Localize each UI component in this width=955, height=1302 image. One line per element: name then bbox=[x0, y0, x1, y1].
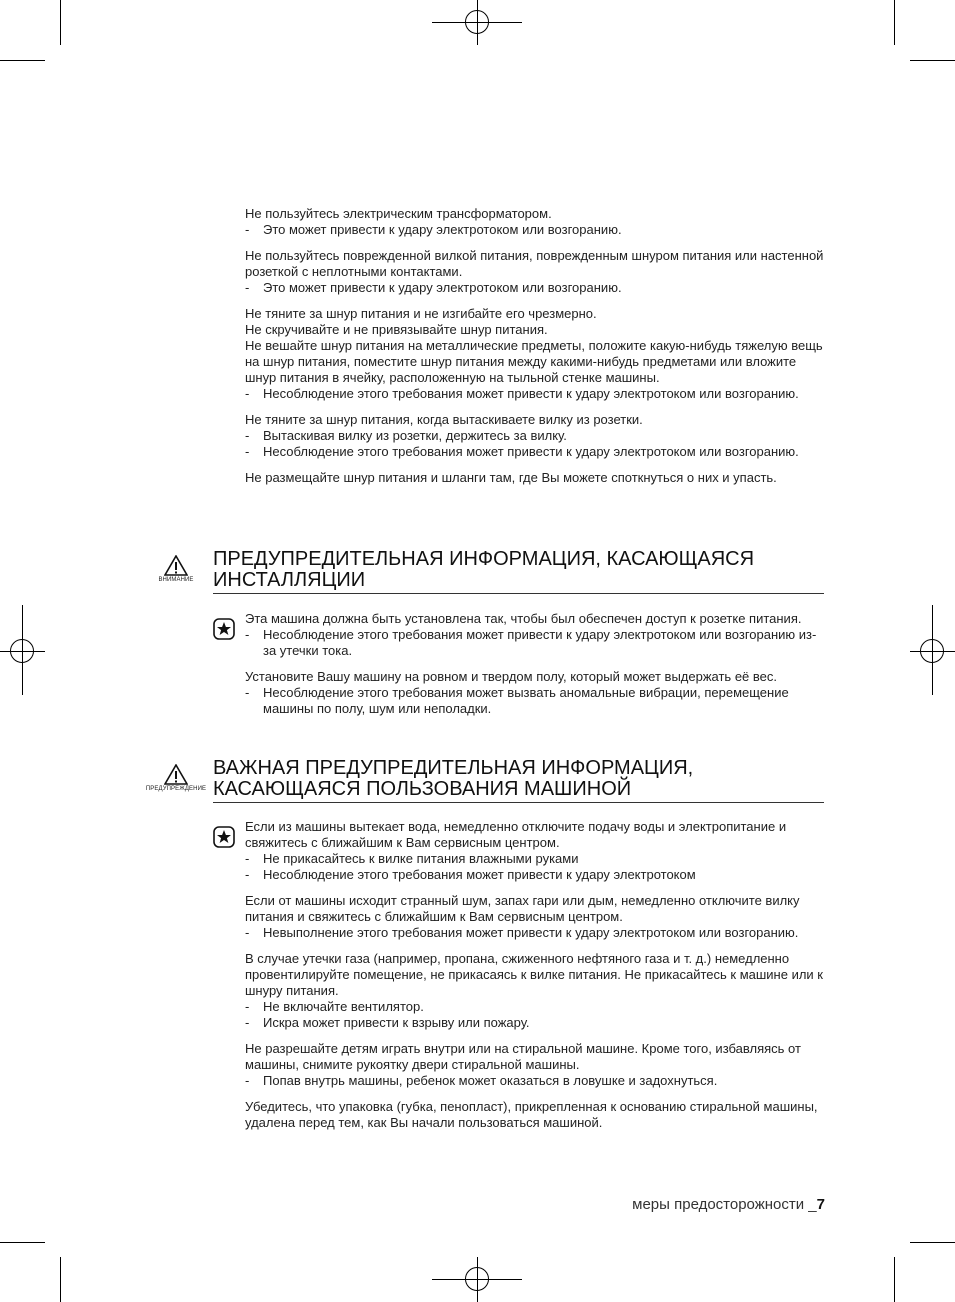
paragraph-block bbox=[245, 1099, 825, 1131]
paragraph-line: Не скручивайте и не привязывайте шнур питания. bbox=[245, 322, 548, 337]
page-footer bbox=[632, 1196, 825, 1213]
bullet-item: - Несоблюдение этого требования может привести к удару электротоком или возгоранию из-за утечки тока. bbox=[245, 627, 825, 659]
section-install-body bbox=[245, 611, 825, 727]
page-number: 7 bbox=[816, 1196, 825, 1213]
top-section bbox=[245, 206, 825, 496]
bullet-item: - Не включайте вентилятор. bbox=[245, 999, 825, 1015]
bullet-item: - Несоблюдение этого требования может вызвать аномальные вибрации, перемещение машины по полу, шум или неполадки. bbox=[245, 685, 825, 717]
paragraph-line: Не размещайте шнур питания и шланги там, где Вы можете споткнуться о них и упасть. bbox=[245, 470, 777, 485]
section-usage-body bbox=[245, 819, 825, 1141]
bullet-item: - Искра может привести к взрыву или пожару. bbox=[245, 1015, 825, 1031]
bullet-item: - Это может привести к удару электротоком или возгоранию. bbox=[245, 280, 825, 296]
paragraph-line: Если из машины вытекает вода, немедленно отключите подачу воды и электропитание и свяжитесь с ближайшим к Вам сервисным центром. bbox=[245, 819, 787, 850]
bullet-item: - Невыполнение этого требования может привести к удару электротоком или возгоранию. bbox=[245, 925, 825, 941]
warning-badge bbox=[140, 555, 212, 583]
paragraph-block bbox=[245, 819, 825, 883]
paragraph-line: Не тяните за шнур питания и не изгибайте его чрезмерно. bbox=[245, 306, 597, 321]
bullet-item: - Попав внутрь машины, ребенок может оказаться в ловушке и задохнуться. bbox=[245, 1073, 825, 1089]
section-title: ВАЖНАЯ ПРЕДУПРЕДИТЕЛЬНАЯ ИНФОРМАЦИЯ, КАСАЮЩАЯСЯ ПОЛЬЗОВАНИЯ МАШИНОЙ bbox=[213, 758, 824, 803]
warning-label: ВНИМАНИЕ bbox=[158, 577, 194, 583]
section-install-header bbox=[140, 549, 824, 594]
paragraph-line: Не разрешайте детям играть внутри или на стиральной машине. Кроме того, избавляясь от машины, снимите рукоятку двери стиральной машины. bbox=[245, 1041, 801, 1072]
paragraph-block bbox=[245, 1041, 825, 1089]
paragraph-block bbox=[245, 248, 825, 296]
bullet-item: - Несоблюдение этого требования может привести к удару электротоком bbox=[245, 867, 825, 883]
paragraph-line: Установите Вашу машину на ровном и твердом полу, который может выдержать её вес. bbox=[245, 669, 777, 684]
paragraph-line: В случае утечки газа (например, пропана, сжиженного нефтяного газа и т. д.) немедленно провентилируйте помещение, не прикасаясь к вилке питания. Не прикасайтесь к машине или к шнуру питания. bbox=[245, 951, 823, 998]
paragraph-line: Эта машина должна быть установлена так, чтобы был обеспечен доступ к розетке питания. bbox=[245, 611, 802, 626]
paragraph-line: Убедитесь, что упаковка (губка, пенопласт), прикрепленная к основанию стиральной машины, удалена перед тем, как Вы начали пользоваться машиной. bbox=[245, 1099, 818, 1130]
paragraph-block bbox=[245, 470, 825, 486]
warning-label: ПРЕДУПРЕЖДЕНИЕ bbox=[145, 786, 207, 792]
paragraph-block bbox=[245, 412, 825, 460]
paragraph-block bbox=[245, 206, 825, 238]
bullet-item: - Это может привести к удару электротоком или возгоранию. bbox=[245, 222, 825, 238]
warning-triangle-icon bbox=[164, 555, 188, 576]
paragraph-line: Не тяните за шнур питания, когда вытаскиваете вилку из розетки. bbox=[245, 412, 643, 427]
paragraph-block bbox=[245, 893, 825, 941]
bullet-item: - Не прикасайтесь к вилке питания влажными руками bbox=[245, 851, 825, 867]
paragraph-block bbox=[245, 611, 825, 659]
bullet-item: - Вытаскивая вилку из розетки, держитесь за вилку. bbox=[245, 428, 825, 444]
paragraph-line: Не вешайте шнур питания на металлические предметы, положите какую-нибудь тяжелую вещь на шнур питания, поместите шнур питания между какими-нибудь предметами или вложите шнур питания в ячейку, расположенную на тыльной стенке машины. bbox=[245, 338, 823, 385]
paragraph-block bbox=[245, 951, 825, 1031]
warning-triangle-icon bbox=[164, 764, 188, 785]
warning-badge bbox=[140, 764, 212, 792]
paragraph-line: Не пользуйтесь поврежденной вилкой питания, поврежденным шнуром питания или настенной розеткой с неплотными контактами. bbox=[245, 248, 824, 279]
section-title: ПРЕДУПРЕДИТЕЛЬНАЯ ИНФОРМАЦИЯ, КАСАЮЩАЯСЯ ИНСТАЛЛЯЦИИ bbox=[213, 549, 824, 594]
paragraph-line: Если от машины исходит странный шум, запах гари или дым, немедленно отключите вилку питания и свяжитесь с ближайшим к Вам сервисным центром. bbox=[245, 893, 800, 924]
bullet-item: - Несоблюдение этого требования может привести к удару электротоком или возгоранию. bbox=[245, 386, 825, 402]
paragraph-block bbox=[245, 669, 825, 717]
footer-label: меры предосторожности _ bbox=[632, 1196, 817, 1213]
paragraph-line: Не пользуйтесь электрическим трансформатором. bbox=[245, 206, 552, 221]
star-box-icon bbox=[213, 826, 235, 848]
section-usage-header bbox=[140, 758, 824, 803]
paragraph-block bbox=[245, 306, 825, 402]
bullet-item: - Несоблюдение этого требования может привести к удару электротоком или возгоранию. bbox=[245, 444, 825, 460]
star-box-icon bbox=[213, 618, 235, 640]
